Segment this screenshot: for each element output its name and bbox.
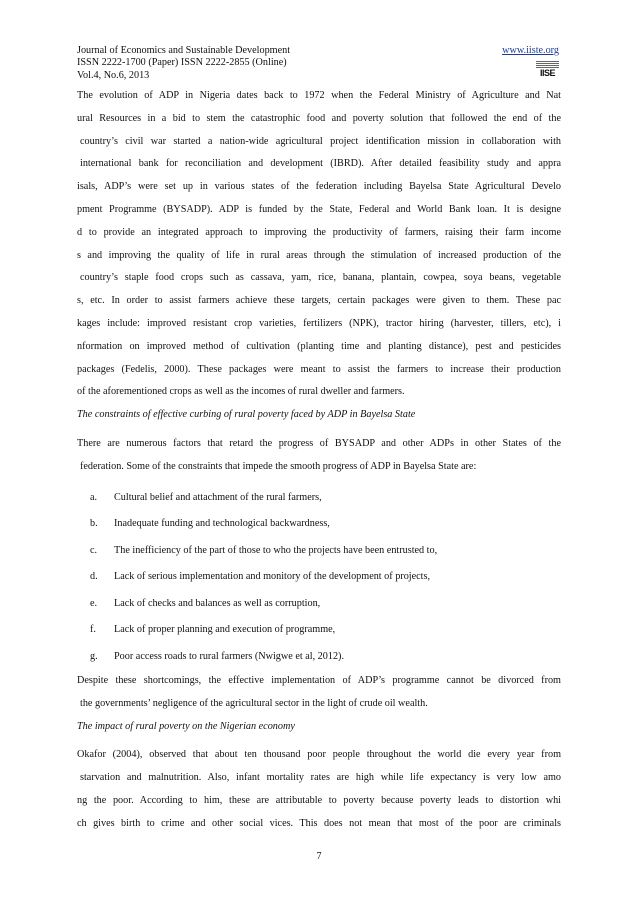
article-body bbox=[77, 85, 561, 836]
text-line: nformation on improved method of cultivation (planting time and planting distance), pest and pesticides bbox=[77, 340, 561, 352]
list-item bbox=[77, 644, 561, 671]
list-item bbox=[77, 538, 561, 565]
list-marker: a. bbox=[90, 491, 98, 503]
journal-url-link[interactable]: www.iiste.org bbox=[502, 45, 559, 56]
list-item-text: Lack of checks and balances as well as corruption, bbox=[114, 597, 321, 609]
text-line: isals, ADP’s were set up in various states of the federation including Bayelsa State Agricultural Develo bbox=[77, 181, 561, 193]
text-line: ural Resources in a bid to stem the catastrophic food and poverty solution that followed the end of the bbox=[77, 112, 561, 124]
list-marker: g. bbox=[90, 650, 98, 662]
paragraph-impact bbox=[77, 744, 561, 835]
text-line: federation. Some of the constraints that impede the smooth progress of ADP in Bayelsa State are: bbox=[80, 460, 477, 472]
text-line: ch gives birth to crime and other social vices. This does not mean that most of the poor are criminals bbox=[77, 817, 561, 829]
list-marker: c. bbox=[90, 544, 98, 556]
list-marker: d. bbox=[90, 571, 98, 583]
text-line: s and improving the quality of life in rural areas through the stimulation of increased production of the bbox=[77, 249, 561, 261]
list-marker: f. bbox=[90, 624, 96, 636]
list-item bbox=[77, 511, 561, 538]
list-item bbox=[77, 591, 561, 618]
text-line: international bank for reconciliation and development (IBRD). After detailed feasibility study and appra bbox=[80, 158, 561, 170]
text-line: There are numerous factors that retard the progress of BYSADP and other ADPs in other States of the bbox=[77, 437, 561, 449]
constraints-list bbox=[77, 485, 561, 671]
list-item-text: Poor access roads to rural farmers (Nwigwe et al, 2012). bbox=[114, 650, 344, 662]
list-item bbox=[77, 564, 561, 591]
paragraph-constraints-intro bbox=[77, 433, 561, 479]
text-line: s, etc. In order to assist farmers achieve these targets, certain packages were given to them. These pac bbox=[77, 295, 561, 307]
journal-title: Journal of Economics and Sustainable Development bbox=[77, 45, 291, 56]
list-item-text: Cultural belief and attachment of the rural farmers, bbox=[114, 491, 322, 503]
text-line: country’s staple food crops such as cassava, yam, rice, banana, plantain, cowpea, soya beans, vegetable bbox=[80, 272, 561, 284]
text-line: ng the poor. According to him, these are attributable to poverty because poverty leads to distortion whi bbox=[77, 795, 561, 807]
text-line: pment Programme (BYSADP). ADP is funded by the State, Federal and World Bank loan. It is designe bbox=[77, 203, 561, 215]
list-item-text: The inefficiency of the part of those to who the projects have been entrusted to, bbox=[114, 544, 438, 556]
list-item-text: Inadequate funding and technological backwardness, bbox=[114, 518, 330, 530]
list-item bbox=[77, 617, 561, 644]
list-marker: b. bbox=[90, 518, 98, 530]
text-line: d to provide an integrated approach to improving the productivity of farmers, raising their farm income bbox=[77, 226, 561, 238]
page-number: 7 bbox=[316, 851, 322, 862]
logo-text: IISE bbox=[539, 68, 555, 78]
paragraph-shortcomings bbox=[77, 670, 561, 716]
text-line: Okafor (2004), observed that about ten thousand poor people throughout the world die every year from bbox=[77, 749, 561, 761]
text-line: country’s civil war started a nation-wide agricultural project identification mission in collaboration with bbox=[80, 135, 561, 147]
list-item-text: Lack of proper planning and execution of programme, bbox=[114, 624, 336, 636]
text-line: The evolution of ADP in Nigeria dates back to 1972 when the Federal Ministry of Agriculture and Nat bbox=[77, 90, 561, 101]
paragraph-adp-evolution bbox=[77, 85, 561, 404]
text-line: packages (Fedelis, 2000). These packages were meant to assist the farmers to increase their production bbox=[77, 363, 561, 375]
volume-line: Vol.4, No.6, 2013 bbox=[77, 69, 150, 81]
text-line: Despite these shortcomings, the effective implementation of ADP’s programme cannot be divorced from bbox=[77, 675, 561, 687]
list-item bbox=[77, 485, 561, 512]
list-item-text: Lack of serious implementation and monitory of the development of projects, bbox=[114, 571, 431, 583]
text-line: starvation and malnutrition. Also, infant mortality rates are high while life expectancy is very low amo bbox=[80, 772, 561, 784]
text-line: the governments’ negligence of the agricultural sector in the light of crude oil wealth. bbox=[80, 697, 428, 709]
issn-line: ISSN 2222-1700 (Paper) ISSN 2222-2855 (Online) bbox=[77, 57, 287, 69]
section-heading-constraints: The constraints of effective curbing of rural poverty faced by ADP in Bayelsa State bbox=[77, 409, 416, 421]
text-line: kages include: improved resistant crop varieties, fertilizers (NPK), tractor hiring (harvester, tillers, etc), i bbox=[77, 317, 561, 329]
page-header bbox=[77, 45, 561, 82]
iiste-logo bbox=[536, 60, 559, 82]
text-line: of the aforementioned crops as well as the incomes of rural dweller and farmers. bbox=[77, 386, 405, 398]
section-heading-impact: The impact of rural poverty on the Nigerian economy bbox=[77, 720, 295, 732]
list-marker: e. bbox=[90, 597, 98, 609]
